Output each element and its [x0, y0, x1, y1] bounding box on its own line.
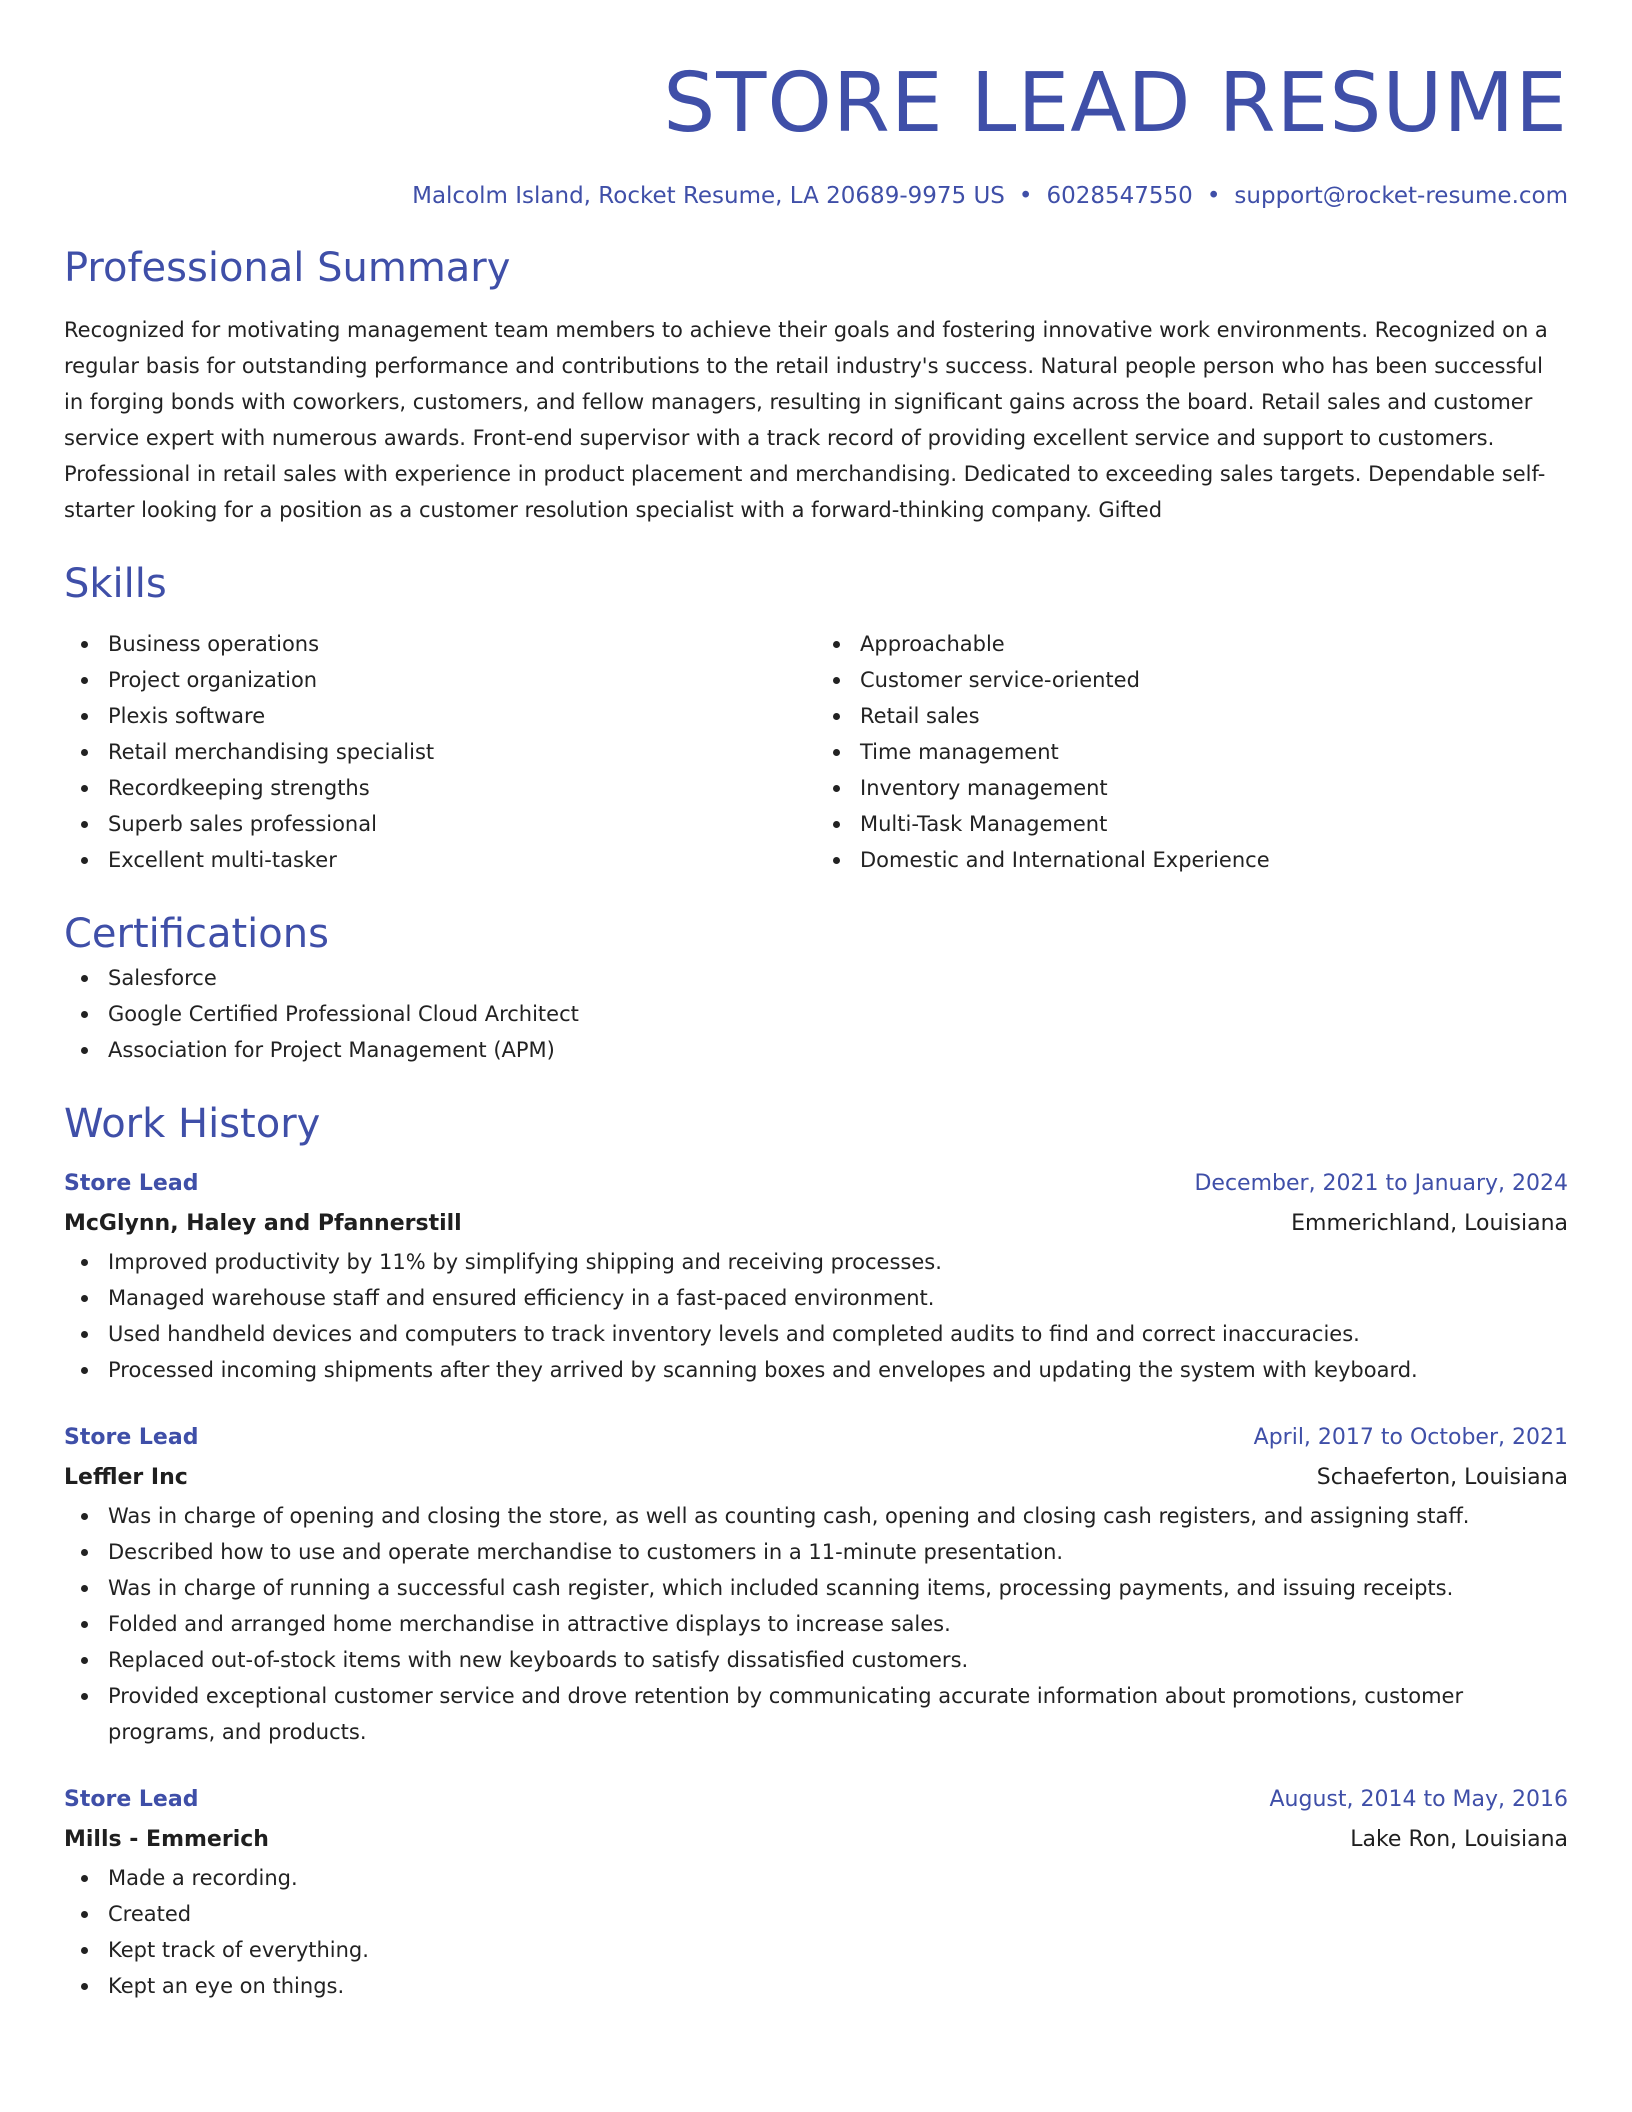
- resume-title: STORE LEAD RESUME: [663, 56, 1568, 151]
- skill-item: Approachable: [816, 626, 1568, 662]
- job-title: Store Lead: [64, 1425, 199, 1450]
- job-dates: August, 2014 to May, 2016: [1269, 1787, 1568, 1812]
- job-bullet: Kept an eye on things.: [64, 1968, 1568, 2004]
- job-bullet: Managed warehouse staff and ensured efficiency in a fast-paced environment.: [64, 1280, 1568, 1316]
- skill-item: Recordkeeping strengths: [64, 770, 816, 806]
- contact-separator: •: [1018, 183, 1033, 209]
- skill-item: Customer service-oriented: [816, 662, 1568, 698]
- skill-item: Plexis software: [64, 698, 816, 734]
- skills-grid: [64, 626, 1568, 878]
- skill-item: Time management: [816, 734, 1568, 770]
- job-company-row: [64, 1204, 1568, 1244]
- skills-list-right: [816, 626, 1568, 878]
- job-bullet: Described how to use and operate merchandise to customers in a 11-minute presentation.: [64, 1534, 1568, 1570]
- contact-separator: •: [1206, 183, 1221, 209]
- contact-email: support@rocket-resume.com: [1234, 183, 1568, 209]
- contact-address: Malcolm Island, Rocket Resume, LA 20689-9975 US: [412, 183, 1005, 209]
- job-title: Store Lead: [64, 1171, 199, 1196]
- job-bullet: Made a recording.: [64, 1860, 1568, 1896]
- skill-item: Project organization: [64, 662, 816, 698]
- job-title: Store Lead: [64, 1787, 199, 1812]
- job-bullets: [64, 1498, 1568, 1750]
- job-bullet: Provided exceptional customer service and drove retention by communicating accurate information about promotions, customer programs, and products.: [64, 1678, 1568, 1750]
- skill-item: Domestic and International Experience: [816, 842, 1568, 878]
- skill-item: Inventory management: [816, 770, 1568, 806]
- job-entry: [64, 1164, 1568, 1388]
- skill-item: Superb sales professional: [64, 806, 816, 842]
- job-bullet: Replaced out-of-stock items with new keyboards to satisfy dissatisfied customers.: [64, 1642, 1568, 1678]
- job-company-row: [64, 1458, 1568, 1498]
- certification-item: Salesforce: [64, 960, 1568, 996]
- job-bullets: [64, 1244, 1568, 1388]
- contact-phone: 6028547550: [1046, 183, 1193, 209]
- job-bullet: Was in charge of running a successful cash register, which included scanning items, processing payments, and issuing receipts.: [64, 1570, 1568, 1606]
- job-header-row: [64, 1418, 1568, 1458]
- contact-line: [64, 180, 1568, 212]
- summary-text: Recognized for motivating management team members to achieve their goals and fostering innovative work environments. Recognized on a regular basis for outstanding performance and contributions to the retail industry's success. Natural people person who has been successful in forging bonds with coworkers, customers, and fellow managers, resulting in significant gains across the board. Retail sales and customer service expert with numerous awards. Front-end supervisor with a track record of providing excellent service and support to customers. Professional in retail sales with experience in product placement and merchandising. Dedicated to exceeding sales targets. Dependable self-starter looking for a position as a customer resolution specialist with a forward-thinking company. Gifted: [64, 318, 1548, 522]
- skills-column-left: [64, 626, 816, 878]
- skill-item: Excellent multi-tasker: [64, 842, 816, 878]
- job-bullet: Improved productivity by 11% by simplifying shipping and receiving processes.: [64, 1244, 1568, 1280]
- job-location: Emmerichland, Louisiana: [1291, 1211, 1568, 1236]
- job-bullet: Processed incoming shipments after they arrived by scanning boxes and envelopes and updating the system with keyboard.: [64, 1352, 1568, 1388]
- certifications-heading: Certifications: [64, 911, 329, 957]
- skills-heading: Skills: [64, 561, 167, 607]
- summary-heading: Professional Summary: [64, 245, 511, 291]
- work-history-heading: Work History: [64, 1101, 321, 1147]
- skill-item: Retail merchandising specialist: [64, 734, 816, 770]
- skill-item: Business operations: [64, 626, 816, 662]
- job-dates: December, 2021 to January, 2024: [1194, 1171, 1568, 1196]
- job-company-row: [64, 1820, 1568, 1860]
- job-company: Mills - Emmerich: [64, 1827, 269, 1852]
- certification-item: Association for Project Management (APM): [64, 1032, 1568, 1068]
- job-dates: April, 2017 to October, 2021: [1253, 1425, 1568, 1450]
- job-company: McGlynn, Haley and Pfannerstill: [64, 1211, 462, 1236]
- job-company: Leffler Inc: [64, 1465, 188, 1490]
- job-header-row: [64, 1164, 1568, 1204]
- skills-list-left: [64, 626, 816, 878]
- job-header-row: [64, 1780, 1568, 1820]
- skill-item: Multi-Task Management: [816, 806, 1568, 842]
- job-bullet: Was in charge of opening and closing the store, as well as counting cash, opening and closing cash registers, and assigning staff.: [64, 1498, 1568, 1534]
- skill-item: Retail sales: [816, 698, 1568, 734]
- certifications-list: [64, 960, 1568, 1068]
- job-bullet: Created: [64, 1896, 1568, 1932]
- job-bullet: Folded and arranged home merchandise in attractive displays to increase sales.: [64, 1606, 1568, 1642]
- skills-column-right: [816, 626, 1568, 878]
- certification-item: Google Certified Professional Cloud Architect: [64, 996, 1568, 1032]
- job-location: Lake Ron, Louisiana: [1350, 1827, 1568, 1852]
- job-bullet: Used handheld devices and computers to track inventory levels and completed audits to find and correct inaccuracies.: [64, 1316, 1568, 1352]
- job-bullets: [64, 1860, 1568, 2004]
- job-bullet: Kept track of everything.: [64, 1932, 1568, 1968]
- job-entry: [64, 1780, 1568, 2004]
- job-entry: [64, 1418, 1568, 1750]
- job-location: Schaeferton, Louisiana: [1316, 1465, 1568, 1490]
